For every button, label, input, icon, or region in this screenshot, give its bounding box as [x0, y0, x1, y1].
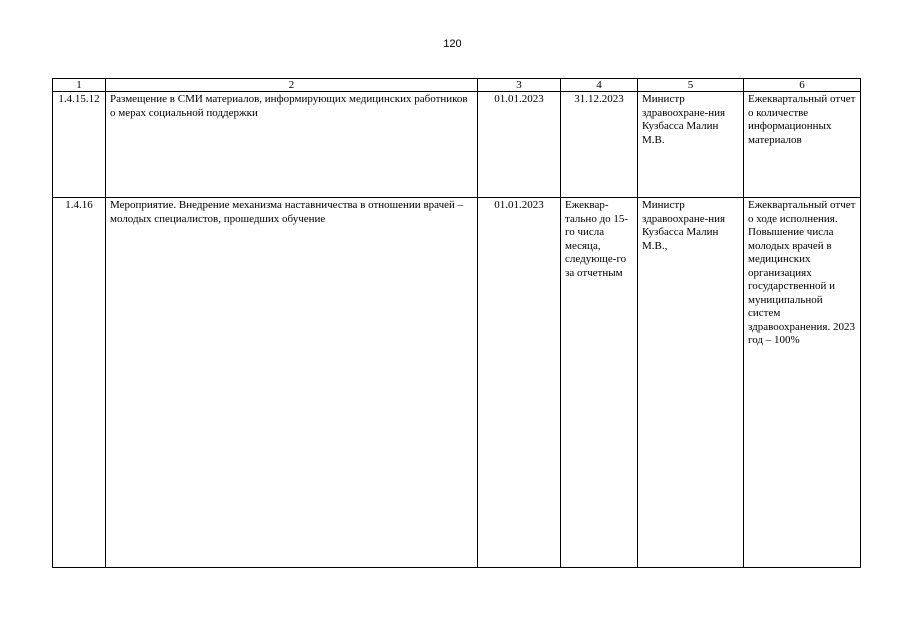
- column-header: 2: [106, 79, 478, 92]
- item-number: 1.4.15.12: [53, 92, 106, 198]
- end-date: 31.12.2023: [561, 92, 638, 198]
- column-header: 5: [638, 79, 744, 92]
- column-header: 1: [53, 79, 106, 92]
- table-header-row: [53, 79, 861, 92]
- responsible-person: Министр здравоохране-ния Кузбасса Малин М.В.,: [638, 198, 744, 568]
- end-date: Ежеквар-тально до 15-го числа месяца, следующе-го за отчетным: [561, 198, 638, 568]
- start-date: 01.01.2023: [478, 92, 561, 198]
- column-header: 6: [744, 79, 861, 92]
- table-row: [53, 198, 861, 568]
- page-number: 120: [443, 38, 462, 50]
- item-description: Размещение в СМИ материалов, информирующих медицинских работников о мерах социальной поддержки: [106, 92, 478, 198]
- plan-table: [52, 78, 861, 568]
- start-date: 01.01.2023: [478, 198, 561, 568]
- item-number: 1.4.16: [53, 198, 106, 568]
- expected-result: Ежеквартальный отчет о количестве информационных материалов: [744, 92, 861, 198]
- item-description: Мероприятие. Внедрение механизма наставничества в отношении врачей – молодых специалистов, прошедших обучение: [106, 198, 478, 568]
- column-header: 3: [478, 79, 561, 92]
- responsible-person: Министр здравоохране-ния Кузбасса Малин М.В.: [638, 92, 744, 198]
- table-row: [53, 92, 861, 198]
- expected-result: Ежеквартальный отчет о ходе исполнения. Повышение числа молодых врачей в медицинских организациях государственной и муниципальной систем здравоохранения. 2023 год – 100%: [744, 198, 861, 568]
- column-header: 4: [561, 79, 638, 92]
